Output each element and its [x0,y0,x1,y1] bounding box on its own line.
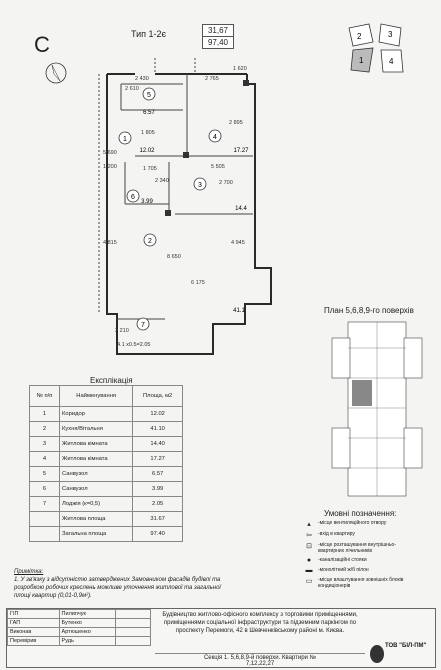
loggia-dim: 4.1 х0.5=2.05 [117,342,151,348]
col-num: № п/п [30,386,60,407]
table-row: Житлова площа 31.67 [30,512,183,527]
table-row: ГІП Пилипчук [8,610,151,619]
table-row: 7 Лоджія (к=0,5) 2.05 [30,497,183,512]
explication-title: Експлікація [90,376,133,385]
dim-2610: 2 610 [125,86,139,92]
section-letter: С [34,32,50,57]
pylon-icon: ▬ [305,567,313,574]
table-row: Загальна площа 97.40 [30,527,183,542]
dim-top-a: 2 430 [135,76,149,82]
table-row: Перевірив Рудь [8,637,151,646]
key-block-1: 1 [359,56,364,65]
living-area-value: 31,67 [207,26,229,35]
entrance-icon: ⇦ [306,532,312,539]
table-row: Виконав Артюшенко [8,628,151,637]
floor-plan-title: План 5,6,8,9-го поверхів [324,306,414,315]
room-2-number: 2 [148,238,152,245]
col-name: Найменування [60,386,133,407]
project-name: Будівництво житлово-офісного комплексу з торговими приміщеннями, приміщеннями соціальної інфраструктури та підземним паркінгом по проспекту Перемоги, 42 в Шевченківському районі м. Києва. [162,612,358,634]
dim-1805: 1 805 [141,130,155,136]
room-1-area: 12.02 [139,148,155,154]
legend-title: Умовні позначення: [324,509,397,518]
legend: ▴ -місце вентиляційного отвору ⇦ -вхід в квартиру ⊡ -місце розташування внутрішньо-квартирних лічильників ● -каналізаційні стояки ▬ -монолітний ж/б пілон ▭ -місце влаштування зовнішніх блоків кондиціонерів [300,520,420,592]
key-block-3: 3 [388,30,393,39]
room-3-number: 3 [198,182,202,189]
north-arrow-icon [45,62,67,84]
table-row: 3 Житлова кімната 14.40 [30,437,183,452]
title-block [6,608,436,668]
sewer-riser-icon: ● [306,557,312,564]
table-row: 6 Санвузол 3.99 [30,482,183,497]
room-5-area: 6.57 [143,110,155,116]
signatures-table [7,609,151,646]
floor-minimap [330,318,424,500]
room-2-area: 41.1 [233,308,245,314]
dim-1200: 1 200 [103,164,117,170]
dim-5505: 5 505 [211,164,225,170]
note-text: 1. У зв'язку з відсутністю затверджених Замовником фасадів будівлі та розробкою робочих креслень можливе уточнення житлової та загальної площі квартир (0,01-0,9м²). [14,577,221,599]
col-area: Площа, м2 [133,386,183,407]
room-6-area: 3.99 [141,199,153,205]
dim-1705: 1 705 [143,166,157,172]
note-heading: Примітка: [14,569,44,575]
dim-4945: 4 945 [231,240,245,246]
room-1-number: 1 [123,136,127,143]
explication-table [29,385,183,542]
dim-2700: 2 700 [219,180,233,186]
section-key-plan [343,20,411,78]
room-5-number: 5 [147,92,151,99]
dim-5690: 5 690 [103,150,117,156]
dim-2340: 2 340 [155,178,169,184]
room-4-number: 4 [213,134,217,141]
dim-3210: 3 210 [115,328,129,334]
total-area-value: 97,40 [203,36,233,48]
note [14,568,234,600]
room-6-number: 6 [131,194,135,201]
key-block-2: 2 [357,32,362,41]
meter-icon: ⊡ [306,543,312,550]
company-name: ТОВ "БІЛ-ПМ" [385,643,427,649]
room-4-area: 17.27 [233,148,249,154]
table-row: 5 Санвузол 6.57 [30,467,183,482]
dim-top-c: 1 620 [233,66,247,72]
ac-unit-icon: ▭ [305,578,313,585]
dim-top-b: 2 765 [205,76,219,82]
dim-4815: 4 815 [103,240,117,246]
table-row: 2 Кухня/Вітальня 41.10 [30,422,183,437]
dim-8650: 8 650 [167,254,181,260]
table-row: 4 Житлова кімната 17.27 [30,452,183,467]
table-row: ГАП Бутенко [8,619,151,628]
room-3-area: 14.4 [235,206,247,212]
dim-2895: 2 895 [229,120,243,126]
room-7-number: 7 [141,322,145,329]
dim-6175: 6 175 [191,280,205,286]
area-box [202,24,234,49]
apartment-type: Тип 1-2є [131,29,167,39]
table-row: 1 Коридор 12.02 [30,407,183,422]
vent-icon: ▴ [307,521,311,528]
key-block-4: 4 [389,57,394,66]
apartment-floor-plan [95,54,285,362]
sheet-title: Секція 1. 5,6,8,9-й поверхи. Квартири № 7,12,22,27 [155,653,365,667]
